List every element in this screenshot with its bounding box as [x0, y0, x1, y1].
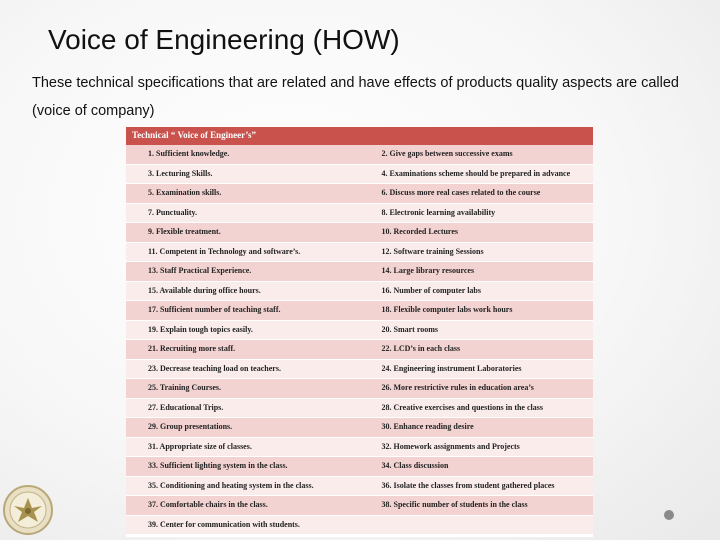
table-cell-left: 13. Staff Practical Experience.: [148, 266, 252, 275]
voice-of-engineer-table: [126, 127, 593, 537]
table-cell-left: 3. Lecturing Skills.: [148, 168, 213, 178]
table-cell-left: 37. Comfortable chairs in the class.: [148, 500, 268, 509]
table-cell-left: 7. Punctuality.: [148, 207, 198, 217]
table-cell-right: 38. Specific number of students in the class: [381, 500, 528, 509]
university-emblem-icon: [2, 484, 54, 536]
slide-dot-icon: [664, 510, 674, 520]
table-cell-left: 1. Sufficient knowledge.: [148, 149, 230, 158]
table-cell-right: [360, 516, 594, 535]
table-cell-right: 6. Discuss more real cases related to the course: [381, 188, 541, 197]
table-cell-left: 5. Examination skills.: [148, 188, 222, 197]
table-cell-right: 12. Software training Sessions: [381, 246, 484, 256]
table-cell-right: 8. Electronic learning availability: [381, 207, 496, 217]
table-row: [126, 457, 593, 477]
table-row: [126, 223, 593, 243]
table-cell-left: 23. Decrease teaching load on teachers.: [148, 363, 281, 373]
table-cell-right: 18. Flexible computer labs work hours: [381, 305, 513, 314]
table-cell-left: 15. Available during office hours.: [148, 285, 261, 295]
table-cell-left: 17. Sufficient number of teaching staff.: [148, 305, 281, 314]
table-row: [126, 496, 593, 516]
table-cell-left: 27. Educational Trips.: [148, 402, 224, 412]
table-cell-left: 33. Sufficient lighting system in the class.: [148, 461, 288, 470]
table-row: [126, 418, 593, 438]
table-row: [126, 184, 593, 204]
slide-subtitle: These technical specifications that are related and have effects of products quality aspects are called (voice of company): [32, 75, 679, 119]
table-cell-right: 20. Smart rooms: [381, 324, 439, 334]
table-cell-left: 19. Explain tough topics easily.: [148, 324, 253, 334]
table-row: [126, 321, 593, 341]
table-cell-left: 31. Appropriate size of classes.: [148, 441, 252, 451]
table-row: [126, 282, 593, 302]
table-cell-right: 28. Creative exercises and questions in the class: [381, 402, 543, 412]
table-cell-right: 22. LCD’s in each class: [381, 344, 461, 353]
table-cell-right: 10. Recorded Lectures: [381, 227, 458, 236]
slide-title: Voice of Engineering (HOW): [48, 24, 400, 55]
table-row: [126, 516, 593, 536]
table-cell-right: 16. Number of computer labs: [381, 285, 481, 295]
table-row: [126, 340, 593, 360]
table-cell-left: 9. Flexible treatment.: [148, 227, 221, 236]
table-row: [126, 379, 593, 399]
table-cell-right: 32. Homework assignments and Projects: [381, 441, 520, 451]
table-row: [126, 243, 593, 263]
table-row: [126, 438, 593, 458]
table-row: [126, 204, 593, 224]
table-cell-left: 11. Competent in Technology and software’s.: [148, 246, 301, 256]
table-row: [126, 360, 593, 380]
table-cell-right: 30. Enhance reading desire: [381, 422, 474, 431]
table-row: [126, 145, 593, 165]
table-cell-right: 2. Give gaps between successive exams: [381, 149, 513, 158]
table-cell-right: 36. Isolate the classes from student gathered places: [381, 480, 555, 490]
table-cell-left: 21. Recruiting more staff.: [148, 344, 236, 353]
table-cell-left: 35. Conditioning and heating system in the class.: [148, 480, 314, 490]
table-cell-right: 4. Examinations scheme should be prepared in advance: [381, 168, 571, 178]
table-row: [126, 477, 593, 497]
table-row: [126, 301, 593, 321]
table-cell-right: 34. Class discussion: [381, 461, 449, 470]
table-header: Technical “ Voice of Engineer’s”: [126, 127, 593, 145]
table-row: [126, 399, 593, 419]
table-row: [126, 165, 593, 185]
table-row: [126, 262, 593, 282]
table-cell-left: 29. Group presentations.: [148, 422, 233, 431]
table-cell-left: 25. Training Courses.: [148, 383, 222, 392]
table-body: [126, 145, 593, 535]
table-cell-right: 24. Engineering instrument Laboratories: [381, 363, 522, 373]
table-cell-right: 26. More restrictive rules in education area’s: [381, 383, 534, 392]
table-cell-right: 14. Large library resources: [381, 266, 475, 275]
table-cell-left: 39. Center for communication with students.: [148, 519, 300, 529]
